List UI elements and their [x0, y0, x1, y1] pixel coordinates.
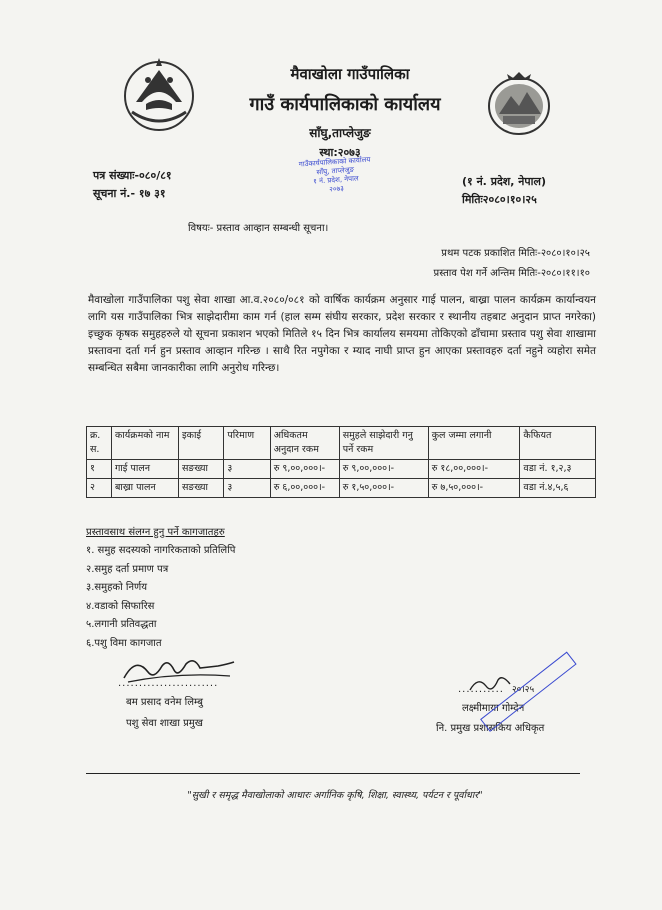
col-max-grant: अधिकतम अनुदान रकम — [270, 427, 339, 460]
left-signature-dots: ........................ — [118, 678, 219, 689]
right-signatory-title: नि. प्रमुख प्रशासकिय अधिकृत — [436, 723, 545, 734]
issue-date: मितिः२०८०।१०।२५ — [462, 193, 537, 206]
notice-number: सूचना नं.- १७ ३१ — [93, 187, 166, 200]
municipality-seal-icon — [485, 68, 553, 138]
cell-remarks: वडा नं. १,२,३ — [520, 460, 596, 479]
province-label: (१ नं. प्रदेश, नेपाल) — [462, 175, 546, 188]
cell-remarks: वडा नं.४,५,६ — [520, 479, 596, 498]
footer-slogan: "सुखी र समृद्ध मैवाखोलाको आधारः अर्गानिक कृषि, शिक्षा, स्वास्थ्य, पर्यटन र पूर्वाधार" — [187, 790, 483, 801]
cell-max-grant: रु ९,००,०००।- — [270, 460, 339, 479]
attachments-title: प्रस्तावसाथ संलग्न हुनु पर्ने कागजातहरु — [86, 527, 225, 538]
list-item: ३.समुहको निर्णय — [86, 582, 148, 593]
attachments-list — [86, 542, 235, 653]
col-unit: इकाई — [179, 427, 224, 460]
cell-unit: सङख्या — [179, 460, 224, 479]
office-location: साँघु,ताप्लेजुङ — [309, 126, 371, 140]
footer-divider — [86, 773, 580, 774]
table-header-row — [87, 427, 596, 460]
right-signature-date: २०।२५ — [512, 685, 535, 695]
first-published-date: प्रथम पटक प्रकाशित मितिः-२०८०।१०।२५ — [441, 248, 590, 259]
letter-number: पत्र संख्याः-०८०/८१ — [93, 169, 172, 182]
col-serial: क्र. स. — [87, 427, 112, 460]
col-total: कुल जम्मा लगानी — [428, 427, 520, 460]
right-signature-dots: ........... — [458, 684, 504, 695]
cell-total: रु ७,५०,०००।- — [428, 479, 520, 498]
program-table — [86, 426, 596, 498]
officer-stamp — [480, 652, 610, 775]
list-item: ४.वडाको सिफारिस — [86, 600, 155, 612]
office-name: गाउँ कार्यपालिकाको कार्यालय — [249, 94, 441, 115]
list-item: २.समुह दर्ता प्रमाण पत्र — [86, 563, 169, 575]
cell-program: गाई पालन — [112, 460, 179, 479]
cell-serial: १ — [87, 460, 112, 479]
cell-max-grant: रु ६,००,०००।- — [270, 479, 339, 498]
cell-group-share: रु १,५०,०००।- — [339, 479, 428, 498]
col-program: कार्यक्रमको नाम — [112, 427, 179, 460]
col-quantity: परिमाण — [224, 427, 270, 460]
cell-program: बाख्रा पालन — [112, 479, 179, 498]
cell-total: रु १८,००,०००।- — [428, 460, 520, 479]
list-item: ५.लगानी प्रतिवद्धता — [86, 619, 157, 630]
list-item: १. समुह सदस्यको नागरिकताको प्रतिलिपि — [86, 545, 236, 556]
cell-unit: सङख्या — [179, 479, 224, 498]
table-row — [87, 479, 596, 498]
col-remarks: कैफियत — [520, 427, 596, 460]
right-signatory-name: लक्ष्मीमाया गोम्देन — [462, 703, 525, 714]
cell-group-share: रु ९,००,०००।- — [339, 460, 428, 479]
left-signatory-name: बम प्रसाद वनेम लिम्बु — [126, 697, 203, 708]
nepal-emblem-icon — [118, 52, 200, 134]
cell-quantity: ३ — [224, 460, 270, 479]
cell-serial: २ — [87, 479, 112, 498]
cell-quantity: ३ — [224, 479, 270, 498]
table-row — [87, 460, 596, 479]
left-signatory-title: पशु सेवा शाखा प्रमुख — [126, 718, 203, 729]
established-year: स्था:२०७३ — [319, 146, 361, 159]
col-group-share: समुहले साझेदारी गनु पर्ने रकम — [339, 427, 428, 460]
office-stamp: गाउँकार्यपालिकाको कार्यालय साँघु, ताप्लेजुङ १ नं. प्रदेश, नेपाल २०७३ — [298, 155, 371, 194]
last-submission-date: प्रस्ताव पेश गर्ने अन्तिम मितिः-२०८०।११।१० — [433, 268, 590, 279]
list-item: ६.पशु विमा कागजात — [86, 637, 162, 649]
municipality-name: मैवाखोला गाउँपालिका — [290, 65, 410, 83]
subject-line: विषयः- प्रस्ताव आव्हान सम्बन्धी सूचना। — [188, 223, 329, 234]
notice-body: मैवाखोला गाउँपालिका पशु सेवा शाखा आ.व.२०८०/०८१ को वार्षिक कार्यक्रम अनुसार गाई पालन, बाख्रा पालन कार्यक्रम कार्यान्वयन लागि यस गाउँपालिका भित्र साझेदारीमा काम गर्न (हाल सम्म संघीय सरकार, प्रदेश सरकार र स्थानीय तहबाट अनुदान प्राप्त नगरेका) इच्छुक कृषक समुहहरुले यो सूचना प्रकाशन भएको मितिले १५ दिन भित्र कार्यालय समयमा तोकिएको ढाँचामा प्रस्ताव पशु सेवा शाखामा प्रस्तावना दर्ता गर्न हुन प्रस्ताव आव्हान गरिन्छ । साथै रित नपुगेका र म्याद नाघी प्राप्त हुन आएका प्रस्तावहरु दर्ता नहुने व्यहोरा समेत सम्बन्धित सबैमा जानकारीका लागि अनुरोध गरिन्छ। — [88, 294, 596, 374]
